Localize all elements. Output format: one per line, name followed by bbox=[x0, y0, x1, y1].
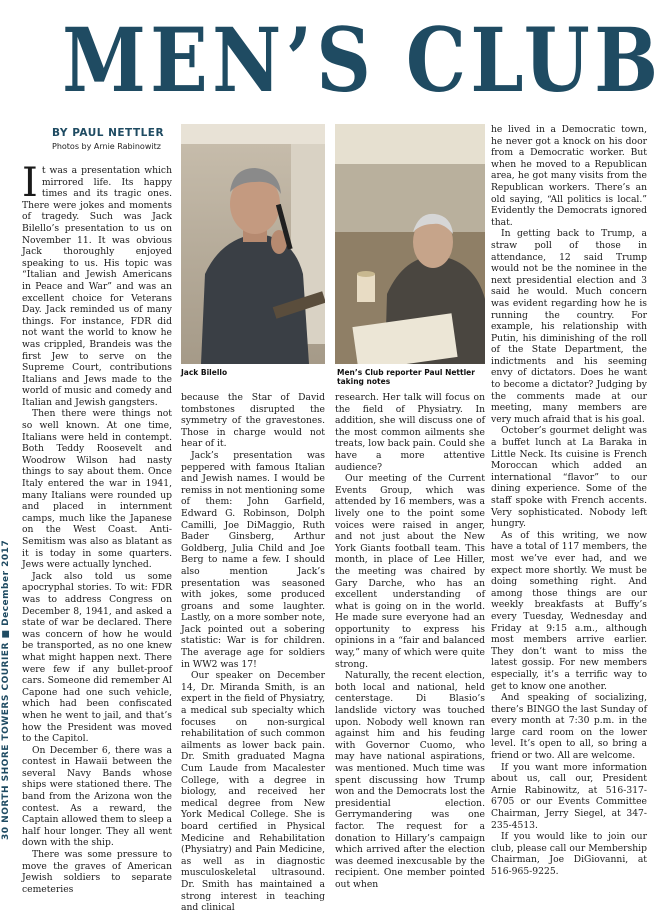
paragraph: he lived in a Democratic town, he never got a knock on his door from a Democratic worker. But when he moved to a Republican area, he got many visits from the Republican workers. There’s an old saying, “All politics is local.” Evidently the Democrats ignored that. bbox=[491, 124, 647, 228]
paragraph: t was a presentation which mirrored life. Its happy times and its tragic ones. There were jokes and moments of tragedy. Such was Jack Bilello’s presentation to us on November 11. It was obvious Jack thoroughly enjoyed speaking to us. His topic was “Italian and Jewish Americans in Peace and War” and was an excellent choice for Veterans Day. Jack reminded us of many things. For instance, FDR did not want the world to know he was crippled, Brandeis was the first Jew to serve on the Supreme Court, contributions Italians and Jews made to the world of music and comedy and Italian and Jewish gangsters. bbox=[22, 165, 172, 408]
photo-caption: Jack Bilello bbox=[181, 368, 228, 377]
speaker-photo-image bbox=[181, 124, 325, 364]
paragraph: Our speaker on December 14, Dr. Miranda Smith, is an expert in the field of Physiatry, a medical sub specialty which focuses on non-surgical rehabilitation of such common ailments as lower back pain. Dr. Smith graduated Magna Cum Laude from Macalester College, with a degree in biology, and received her medical degree from New York Medical College. She is board certified in Physical Medicine and Rehabilitation (Physiatry) and Pain Medicine, as well as in diagnostic musculoskeletal ultrasound. Dr. Smith has maintained a strong interest in teaching and clinical bbox=[181, 670, 325, 914]
paragraph: Jack’s presentation was peppered with famous Italian and Jewish names. I would be remiss in not mentioning some of them: John Garfield, Edward G. Robinson, Dolph Camilli, Joe DiMaggio, Ruth Bader Ginsberg, Arthur Goldberg, Julia Child and Joe Berg to name a few. I should also mention Jack’s presentation was seasoned with jokes, some produced groans and some laughter. Lastly, on a more somber note, Jack pointed out a sobering statistic: War is for children. The average age for soldiers in WW2 was 17! bbox=[181, 449, 325, 670]
paragraph: Naturally, the recent election, both local and national, held centerstage. Di Blasio’s landslide victory was touched upon. Nobody well known ran against him and his feuding with Governor Cuomo, who may have national aspirations, was mentioned. Much time was spent discussing how Trump won and the Democrats lost the presidential election. Gerrymandering was one factor. The request for a donation to Hillary’s campaign which arrived after the election was deemed inexcusable by the recipient. One member pointed out when bbox=[335, 670, 485, 890]
paragraph: In getting back to Trump, a straw poll of those in attendance, 12 said Trump would not be the nominee in the next presidential election and 3 said he would. Much concern was evident regarding how he is running the country. For example, his relationship with Putin, his diminishing of the roll of the State Department, the indictments and his seeming envy of dictators. Does he want to become a dictator? Judging by the comments made at our meeting, many members are very much afraid that is his goal. bbox=[491, 228, 647, 425]
paragraph: Our meeting of the Current Events Group, which was attended by 16 members, was a lively one to the point some voices were raised in anger, and not just about the New York Giants football team. This month, in place of Lee Hiller, the meeting was chaired by Gary Darche, who has an excellent understanding of what is going on in the world. He made sure everyone had an opportunity to express his opinions in a “fair and balanced way,” many of which were quite strong. bbox=[335, 473, 485, 670]
paragraph: If you want more information about us, call our, President Arnie Rabinowitz, at 516-317-6705 or our Events Committee Chairman, Jerry Siegel, at 347-235-4513. bbox=[491, 761, 647, 831]
article-column-4 bbox=[491, 124, 647, 878]
photo-jack-bilello bbox=[181, 124, 325, 364]
article-column-1 bbox=[22, 160, 172, 895]
paragraph: October’s gourmet delight was a buffet lunch at La Baraka in Little Neck. Its cuisine is French Moroccan which added an international “flavor” to our dining experience. Some of the staff spoke with French accents. Very sophisticated. Nobody left hungry. bbox=[491, 425, 647, 530]
photo-paul-nettler bbox=[335, 124, 485, 364]
reporter-photo-image bbox=[335, 124, 485, 364]
page-title: MEN’S CLUB bbox=[62, 8, 663, 112]
paragraph: If you would like to join our club, please call our Membership Chairman, Joe DiGiovanni, at 516-965-9225. bbox=[491, 831, 647, 877]
spine-text: 30 NORTH SHORE TOWERS COURIER ■ December 2017 bbox=[1, 539, 11, 840]
paragraph: On December 6, there was a contest in Hawaii between the several Navy Bands whose ships were stationed there. The band from the Arizona won the contest. As a reward, the Captain allowed them to sleep a half hour longer. They all went down with the ship. bbox=[22, 744, 172, 849]
paragraph: Then there were things not so well known. At one time, Italians were held in contempt. Both Teddy Roosevelt and Woodrow Wilson had nasty things to say about them. Once Italy entered the war in 1941, many Italians were rounded up and placed in internment camps, much like the Japanese on the West Coast. Anti-Semitism was also as blatant as it is today in some quarters. Jews were actually lynched. bbox=[22, 408, 172, 571]
page-footer-spine bbox=[1, 520, 15, 840]
article-column-3 bbox=[335, 392, 485, 891]
byline-photo-credit: Photos by Arnie Rabinowitz bbox=[52, 142, 161, 151]
article-column-2 bbox=[181, 392, 325, 914]
paragraph: because the Star of David tombstones disrupted the symmetry of the gravestones. Those in charge would not hear of it. bbox=[181, 392, 325, 450]
paragraph: There was some pressure to move the graves of American Jewish soldiers to separate cemeteries bbox=[22, 849, 172, 895]
byline-author: BY PAUL NETTLER bbox=[52, 127, 165, 139]
paragraph: As of this writing, we now have a total of 117 members, the most we’ve ever had, and we expect more shortly. We must be doing something right. And among those things are our weekly breakfasts at Buffy’s every Tuesday, Wednesday and Friday at 9:15 a.m., although most members arrive earlier. They don’t want to miss the latest gossip. For new members especially, it’s a terrific way to get to know one another. bbox=[491, 529, 647, 692]
paragraph: research. Her talk will focus on the field of Physiatry. In addition, she will discuss one of the most common ailments she treats, low back pain. Could she have a more attentive audience? bbox=[335, 392, 485, 473]
photo-caption: Men’s Club reporter Paul Nettler taking notes bbox=[337, 368, 475, 386]
paragraph: Jack also told us some apocryphal stories. To wit: FDR was to address Congress on December 8, 1941, and asked a state of war be declared. There was concern of how he would be transported, as no one knew what might happen next. There were few if any bullet-proof cars. Someone did remember Al Capone had one such vehicle, which had been confiscated when he went to jail, and that’s how the President was moved to the Capitol. bbox=[22, 570, 172, 745]
paragraph: And speaking of socializing, there’s BINGO the last Sunday of every month at 7:30 p.m. in the large card room on the lower level. It’s open to all, so bring a friend or two. All are welcome. bbox=[491, 692, 647, 762]
drop-cap: I bbox=[22, 160, 38, 206]
